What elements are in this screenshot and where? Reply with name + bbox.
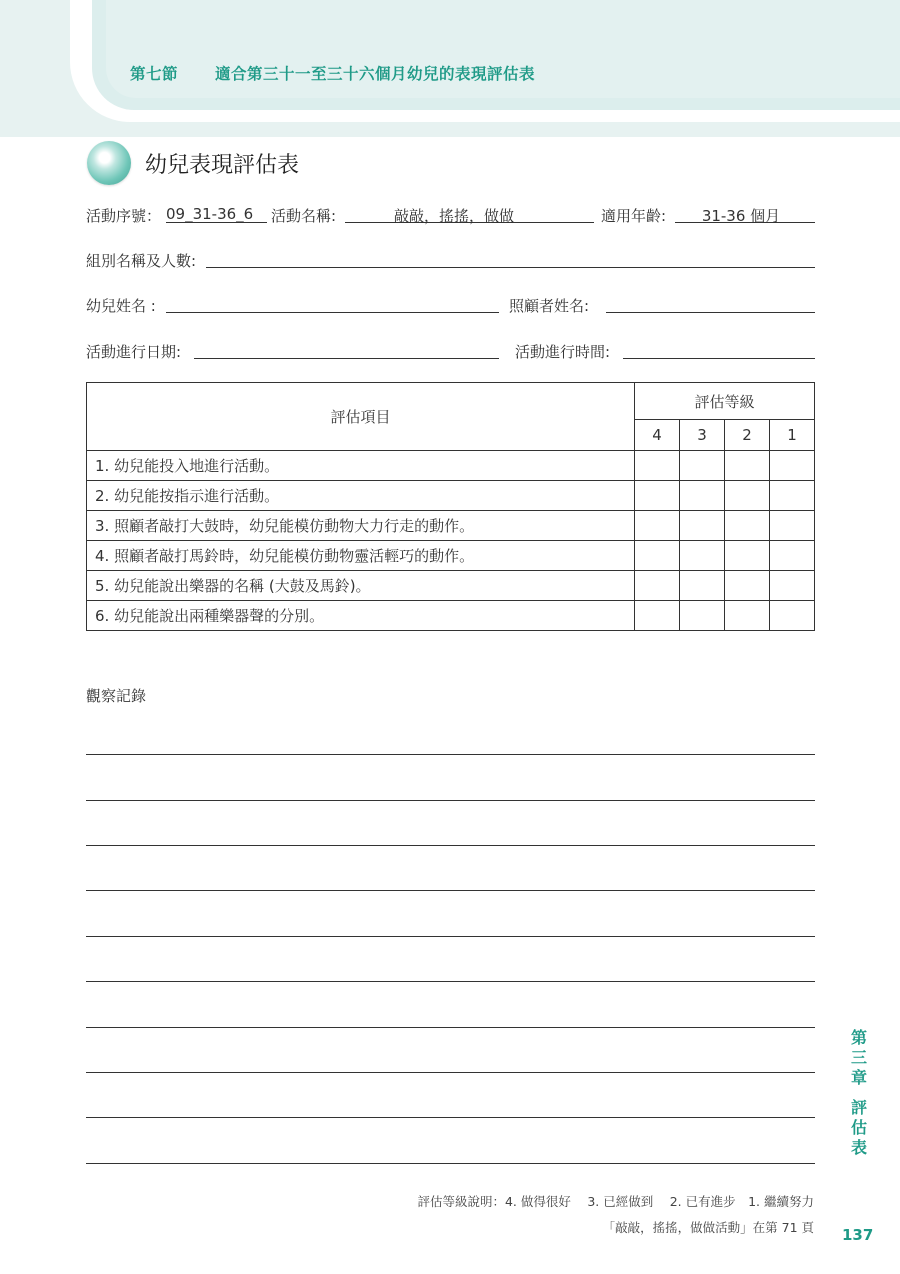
grade-1-header: 1: [770, 420, 815, 451]
grade-checkbox[interactable]: [635, 601, 680, 631]
table-row: [87, 541, 815, 571]
table-row: [87, 511, 815, 541]
grade-checkbox[interactable]: [635, 511, 680, 541]
activity-no-label: 活動序號：: [86, 207, 162, 225]
section-title: 適合第三十一至三十六個月幼兒的表現評估表: [215, 65, 536, 83]
table-row: [87, 601, 815, 631]
grade-checkbox[interactable]: [680, 601, 725, 631]
grade-3-header: 3: [680, 420, 725, 451]
section-number: 第七節: [130, 65, 179, 83]
activity-name-label: 活動名稱:: [271, 207, 337, 225]
grade-checkbox[interactable]: [725, 601, 770, 631]
grade-checkbox[interactable]: [680, 481, 725, 511]
grade-4-header: 4: [635, 420, 680, 451]
carer-name-field[interactable]: [606, 312, 815, 313]
grade-checkbox[interactable]: [770, 541, 815, 571]
observation-line[interactable]: [86, 800, 815, 801]
table-row: [87, 571, 815, 601]
age-value[interactable]: 31-36 個月: [701, 207, 781, 225]
grade-checkbox[interactable]: [635, 571, 680, 601]
assessment-item: 4. 照顧者敲打馬鈴時，幼兒能模仿動物靈活輕巧的動作。: [87, 541, 635, 571]
bubble-icon: [87, 141, 131, 185]
assessment-item: 2. 幼兒能按指示進行活動。: [87, 481, 635, 511]
observation-line[interactable]: [86, 1072, 815, 1073]
grade-checkbox[interactable]: [770, 571, 815, 601]
group-field[interactable]: [206, 267, 815, 268]
observation-line[interactable]: [86, 1117, 815, 1118]
item-header: 評估項目: [87, 383, 635, 451]
grade-2-header: 2: [725, 420, 770, 451]
observation-line[interactable]: [86, 754, 815, 755]
observation-line[interactable]: [86, 890, 815, 891]
chapter-name-char: 評: [850, 1098, 867, 1117]
grade-checkbox[interactable]: [635, 451, 680, 481]
assessment-item: 5. 幼兒能說出樂器的名稱 (大鼓及馬鈴)。: [87, 571, 635, 601]
grade-checkbox[interactable]: [770, 481, 815, 511]
activity-reference: 「敲敲，搖搖，做做活動」在第 71 頁: [602, 1220, 814, 1235]
observation-line[interactable]: [86, 1163, 815, 1164]
grade-header: 評估等級: [635, 383, 815, 420]
table-row: [87, 481, 815, 511]
chapter-name-tab: [848, 1098, 870, 1158]
date-label: 活動進行日期:: [86, 343, 182, 361]
grade-checkbox[interactable]: [770, 451, 815, 481]
assessment-item: 6. 幼兒能說出兩種樂器聲的分別。: [87, 601, 635, 631]
time-label: 活動進行時間:: [515, 343, 611, 361]
assessment-item: 3. 照顧者敲打大鼓時，幼兒能模仿動物大力行走的動作。: [87, 511, 635, 541]
chapter-name-char: 表: [850, 1138, 867, 1157]
page-number: 137: [842, 1226, 874, 1244]
time-field[interactable]: [623, 358, 815, 359]
grade-legend: 評估等級說明：4. 做得很好 3. 已經做到 2. 已有進步 1. 繼續努力: [417, 1194, 814, 1209]
chapter-char: 章: [850, 1068, 867, 1087]
rating-table: [86, 382, 815, 631]
grade-checkbox[interactable]: [725, 541, 770, 571]
chapter-char: 三: [850, 1048, 867, 1067]
activity-no-value[interactable]: 09_31-36_6: [166, 205, 254, 223]
child-name-label: 幼兒姓名 :: [86, 297, 156, 315]
grade-checkbox[interactable]: [770, 511, 815, 541]
grade-checkbox[interactable]: [725, 571, 770, 601]
chapter-char: 第: [850, 1028, 867, 1047]
observation-label: 觀察記錄: [86, 687, 147, 705]
grade-checkbox[interactable]: [725, 481, 770, 511]
grade-checkbox[interactable]: [680, 571, 725, 601]
observation-line[interactable]: [86, 845, 815, 846]
grade-checkbox[interactable]: [725, 451, 770, 481]
assessment-item: 1. 幼兒能投入地進行活動。: [87, 451, 635, 481]
group-label: 組別名稱及人數:: [86, 252, 197, 270]
grade-checkbox[interactable]: [680, 511, 725, 541]
age-label: 適用年齡:: [601, 207, 667, 225]
date-field[interactable]: [194, 358, 499, 359]
grade-checkbox[interactable]: [680, 451, 725, 481]
table-row: [87, 451, 815, 481]
observation-line[interactable]: [86, 981, 815, 982]
activity-name-value[interactable]: 敲敲，搖搖，做做: [393, 207, 514, 225]
grade-checkbox[interactable]: [680, 541, 725, 571]
page-title: 幼兒表現評估表: [145, 153, 300, 178]
grade-checkbox[interactable]: [635, 541, 680, 571]
grade-checkbox[interactable]: [770, 601, 815, 631]
carer-name-label: 照顧者姓名:: [509, 297, 590, 315]
grade-checkbox[interactable]: [725, 511, 770, 541]
grade-checkbox[interactable]: [635, 481, 680, 511]
observation-line[interactable]: [86, 936, 815, 937]
chapter-name-char: 估: [850, 1118, 867, 1137]
chapter-tab: [848, 1028, 870, 1088]
observation-line[interactable]: [86, 1027, 815, 1028]
child-name-field[interactable]: [166, 312, 499, 313]
